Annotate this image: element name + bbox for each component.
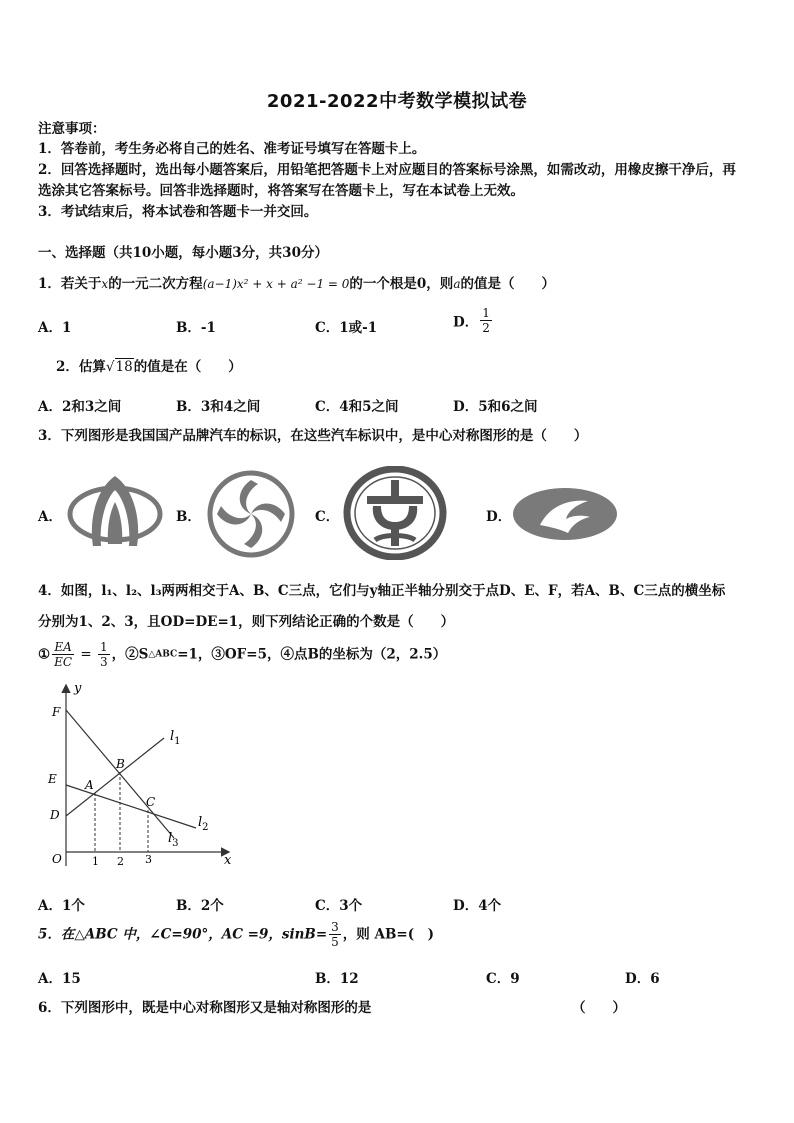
q1-option-c: C．1或-1 <box>315 320 378 336</box>
q4-c1-value-num: 1 <box>99 640 108 654</box>
q5-post: ，则 AB=( ) <box>342 926 434 943</box>
q5-option-d: D．6 <box>625 971 660 987</box>
question-4-line-2: 分别为1、2、3，且OD=DE=1，则下列结论正确的个数是（ ） <box>38 614 455 630</box>
car-logo-b-icon <box>206 470 296 558</box>
q1-equation: (a−1)x² + x + a² −1 = 0 <box>202 277 350 291</box>
q4-option-c: C．3个 <box>315 898 363 914</box>
q1-option-d <box>453 306 494 335</box>
q2-pre: 2．估算 <box>56 359 106 375</box>
q3-option-d: D． <box>486 509 512 525</box>
q4-c1-denominator: EC <box>54 655 73 669</box>
q5-option-c: C．9 <box>486 971 520 987</box>
note-2b: 选涂其它答案标号。回答非选择题时，将答案写在答题卡上，写在本试卷上无效。 <box>38 183 524 199</box>
label-l2: $l_2$ <box>198 815 209 833</box>
car-logo-a-icon <box>67 472 163 552</box>
q1-var: x <box>101 277 109 291</box>
label-c: C <box>146 795 156 809</box>
question-6: 6．下列图形中，既是中心对称图形又是轴对称图形的是 <box>38 1000 372 1016</box>
question-5 <box>38 920 434 949</box>
question-4-line-1: 4．如图，l₁、l₂、l₃两两相交于A、B、C三点，它们与y轴正半轴分别交于点D、E、F，若A、B、C三点的横坐标 <box>38 583 726 599</box>
q1-d-denominator: 2 <box>482 321 490 335</box>
q5-numerator: 3 <box>331 920 339 934</box>
q2-option-b: B．3和4之间 <box>176 399 261 415</box>
label-x: x <box>224 853 232 868</box>
label-a: A <box>85 778 94 792</box>
tick-2: 2 <box>117 855 124 868</box>
note-1: 1．答卷前，考生务必将自己的姓名、准考证号填写在答题卡上。 <box>38 141 426 157</box>
q2-radicand: 18 <box>115 359 133 375</box>
q1-option-b: B．-1 <box>176 320 216 336</box>
q4-c1-numerator: EA <box>52 640 74 655</box>
page-title: 2021-2022中考数学模拟试卷 <box>266 91 528 112</box>
q3-option-b: B． <box>176 509 201 525</box>
q1-pre: 1．若关于 <box>38 276 102 292</box>
section-heading: 一、选择题（共10小题，每小题3分，共30分） <box>38 245 328 261</box>
label-l1: $l_1$ <box>170 729 181 747</box>
note-3: 3．考试结束后，将本试卷和答题卡一并交回。 <box>38 204 318 220</box>
q1-option-a: A．1 <box>38 320 72 336</box>
q1-mid: 的一元二次方程 <box>108 276 203 292</box>
q5-option-a: A．15 <box>38 971 81 987</box>
q1-post: 的一个根是0，则 <box>349 276 454 292</box>
label-d: D <box>50 808 60 822</box>
q5-pre: 5．在△ABC 中，∠C=90°，AC =9，sinB= <box>38 926 328 943</box>
label-l3: $l_3$ <box>168 831 179 849</box>
q4-c2-sub: △ABC <box>148 649 178 660</box>
q3-option-a: A． <box>38 509 62 525</box>
label-b: B <box>116 757 125 771</box>
label-f: F <box>52 705 61 719</box>
q5-option-b: B．12 <box>315 971 359 987</box>
q2-post: 的值是在（ ） <box>133 359 242 375</box>
q2-option-c: C．4和5之间 <box>315 399 399 415</box>
note-2a: 2．回答选择题时，选出每小题答案后，用铅笔把答题卡上对应题目的答案标号涂黑，如需改动，用橡皮擦干净后，再 <box>38 162 736 178</box>
q6-answer-paren: （ ） <box>572 1000 626 1016</box>
q2-option-d: D．5和6之间 <box>453 399 538 415</box>
q4-option-b: B．2个 <box>176 898 224 914</box>
notes-heading: 注意事项： <box>38 121 106 137</box>
q4-option-a: A．1个 <box>38 898 85 914</box>
q4-c2-post: =1，③OF=5，④点B的坐标为（2，2.5） <box>177 646 447 663</box>
question-4-conclusions <box>38 640 446 669</box>
q1-d-numerator: 1 <box>482 306 490 320</box>
question-2: 2．估算√18的值是在（ ） <box>56 359 242 375</box>
q4-option-d: D．4个 <box>453 898 502 914</box>
q1-var2: a <box>453 277 461 291</box>
car-logo-d-icon <box>510 485 620 543</box>
tick-1: 1 <box>92 855 99 868</box>
label-e: E <box>48 772 57 786</box>
q5-denominator: 5 <box>331 935 339 949</box>
question-3: 3．下列图形是我国国产品牌汽车的标识，在这些汽车标识中，是中心对称图形的是（ ） <box>38 428 588 444</box>
q4-c1-value-den: 3 <box>99 655 108 669</box>
q1-post2: 的值是（ ） <box>460 276 555 292</box>
coordinate-graph <box>38 680 238 870</box>
car-logo-c-icon <box>343 466 447 560</box>
question-1 <box>38 273 555 295</box>
label-y: y <box>74 681 82 696</box>
q2-option-a: A．2和3之间 <box>38 399 122 415</box>
tick-3: 3 <box>145 853 152 866</box>
q4-c2: ，②S <box>111 646 149 663</box>
q4-c1-pre: ① <box>38 646 51 663</box>
q4-c1-eq: = <box>76 646 96 663</box>
label-origin: O <box>52 852 62 866</box>
q3-option-c: C． <box>315 509 340 525</box>
q1-option-d-label: D． <box>453 314 479 331</box>
